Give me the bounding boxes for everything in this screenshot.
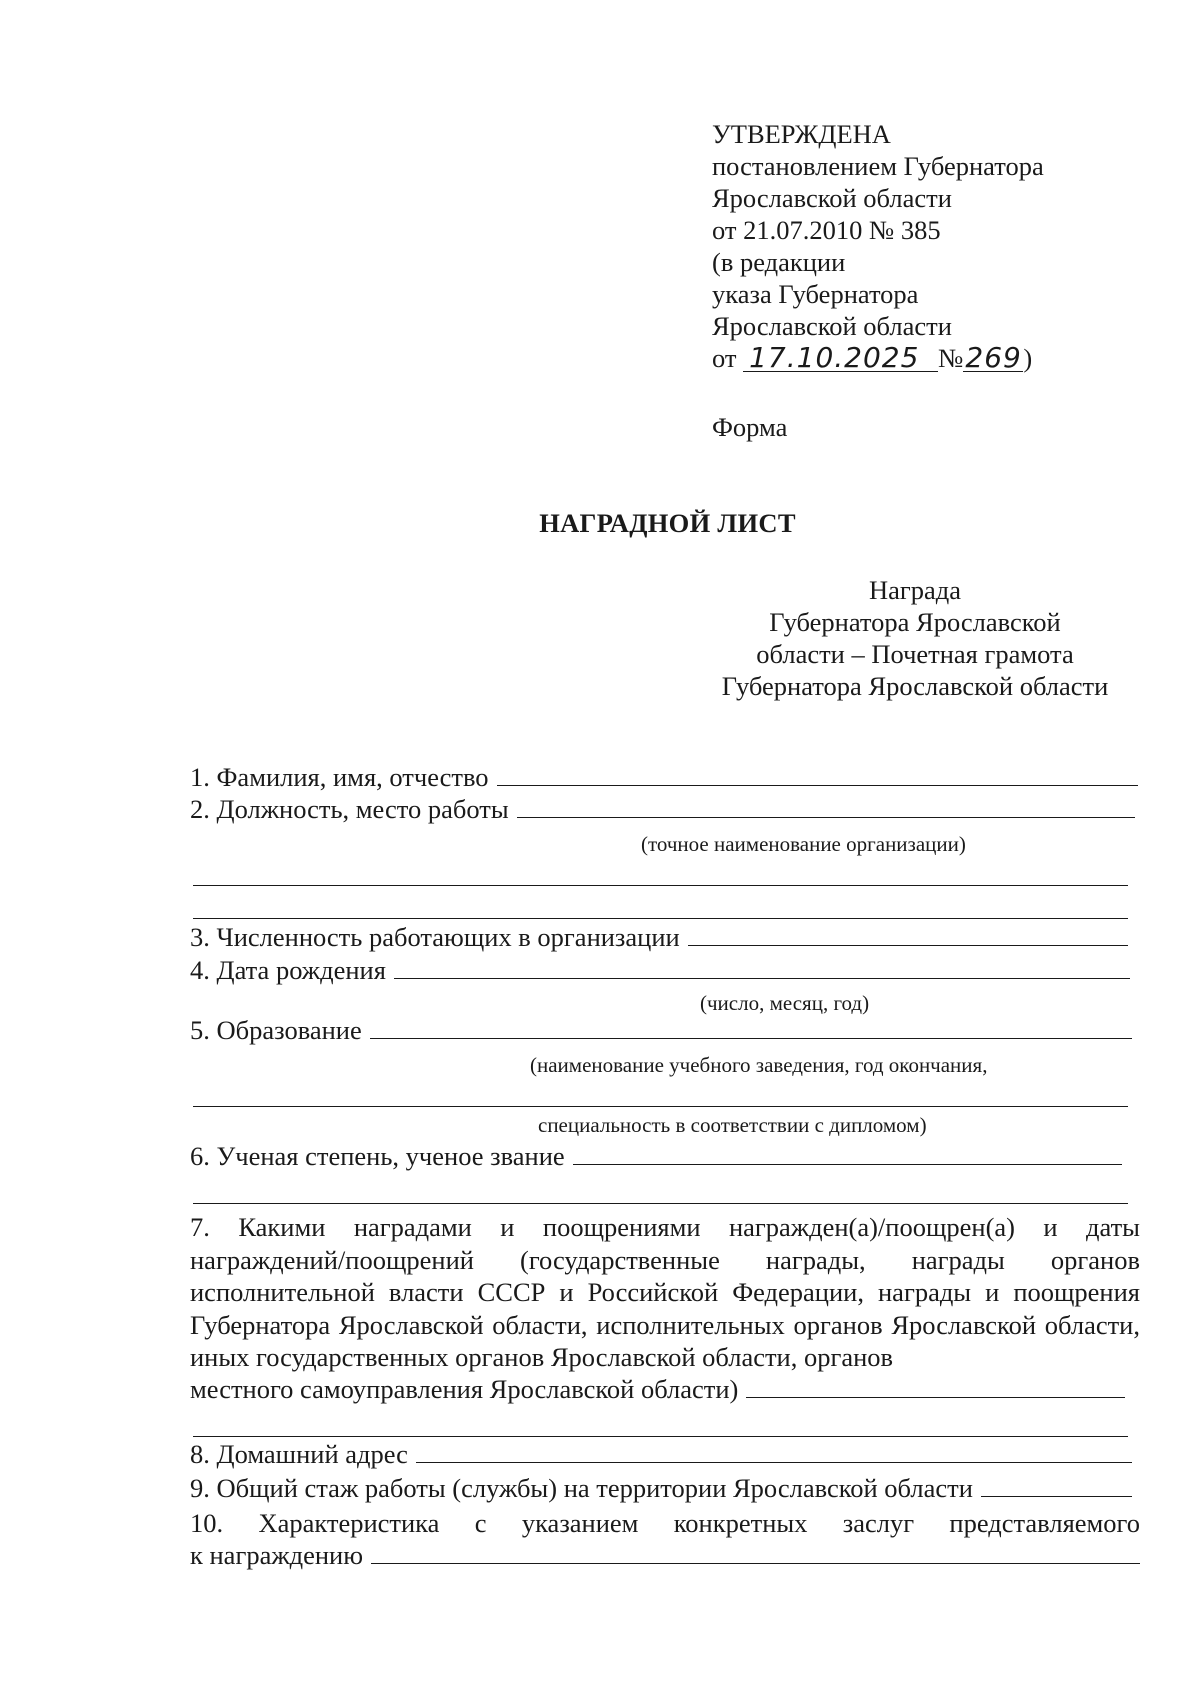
approval-block (712, 118, 1044, 374)
approval-line: (в редакции (712, 247, 846, 277)
field-label: 4. Дата рождения (190, 955, 386, 985)
field-awards-paragraph: 7. Какими наградами и поощрениями награжден(а)/поощрен(а) и даты награждений/поощрений (государственные награды, награды органов исполнительной власти СССР и Российской Федерации, награды и поощрения Губернатора Ярославской области, исполнительных органов Ярославской области, иных государственных органов Ярославской области, органов (190, 1212, 1140, 1372)
field-full-name (190, 762, 1138, 793)
field-education (190, 1015, 1132, 1046)
approval-date-line (712, 342, 1044, 374)
field-position (190, 794, 1135, 825)
home-address-blank[interactable] (416, 1442, 1132, 1463)
birth-date-blank[interactable] (394, 958, 1130, 979)
approval-line: от 21.07.2010 № 385 (712, 215, 941, 245)
award-name-block (700, 574, 1130, 702)
field-hint: (число, месяц, год) (700, 991, 870, 1015)
field-label: 2. Должность, место работы (190, 794, 509, 824)
full-name-blank[interactable] (497, 765, 1138, 786)
field-hint: (точное наименование организации) (641, 832, 966, 856)
closing-paren: ) (1023, 343, 1033, 373)
field-awards-last-line (190, 1374, 1125, 1405)
field-label: 9. Общий стаж работы (службы) на территории Ярославской области (190, 1473, 973, 1503)
field-label: 3. Численность работающих в организации (190, 922, 680, 952)
field-hint: (наименование учебного заведения, год окончания, (530, 1053, 988, 1077)
field-degree (190, 1141, 1122, 1172)
education-blank-line[interactable] (193, 1106, 1128, 1107)
field-work-experience (190, 1473, 1132, 1504)
form-label: Форма (712, 412, 788, 442)
position-blank-line[interactable] (193, 885, 1128, 886)
approval-line: указа Губернатора (712, 279, 919, 309)
field-label: к награждению (190, 1540, 364, 1570)
field-label: 8. Домашний адрес (190, 1439, 408, 1469)
field-headcount (190, 922, 1128, 953)
number-prefix: № (938, 343, 964, 373)
award-line: области – Почетная грамота (756, 639, 1074, 669)
document-title: НАГРАДНОЙ ЛИСТ (539, 508, 796, 538)
position-blank-line[interactable] (193, 918, 1128, 919)
awards-blank[interactable] (746, 1377, 1125, 1398)
field-home-address (190, 1439, 1132, 1470)
field-birth-date (190, 955, 1130, 986)
field-hint: специальность в соответствии с дипломом) (538, 1113, 927, 1137)
field-label: 1. Фамилия, имя, отчество (190, 762, 489, 792)
field-label: 5. Образование (190, 1015, 362, 1045)
education-blank[interactable] (370, 1018, 1132, 1039)
handwritten-date: 17.10.2025 (743, 345, 938, 372)
field-label: местного самоуправления Ярославской области) (190, 1374, 739, 1404)
field-characteristic-last-line (190, 1540, 1140, 1571)
approval-line: постановлением Губернатора (712, 151, 1044, 181)
award-line: Губернатора Ярославской (769, 607, 1061, 637)
field-characteristic: 10. Характеристика с указанием конкретных заслуг представляемого (190, 1508, 1140, 1538)
award-line: Губернатора Ярославской области (721, 671, 1109, 701)
date-prefix: от (712, 343, 744, 373)
awards-blank-line[interactable] (193, 1436, 1128, 1437)
handwritten-number: 269 (965, 341, 1022, 374)
award-line: Награда (868, 575, 962, 605)
characteristic-blank[interactable] (371, 1543, 1140, 1564)
headcount-blank[interactable] (688, 925, 1128, 946)
approval-line: Ярославской области (712, 183, 952, 213)
degree-blank[interactable] (573, 1144, 1122, 1165)
position-blank[interactable] (517, 797, 1135, 818)
work-experience-blank[interactable] (981, 1476, 1132, 1497)
field-label: 6. Ученая степень, ученое звание (190, 1141, 565, 1171)
degree-blank-line[interactable] (193, 1203, 1128, 1204)
approval-line: Ярославской области (712, 311, 952, 341)
approval-line: УТВЕРЖДЕНА (712, 119, 891, 149)
